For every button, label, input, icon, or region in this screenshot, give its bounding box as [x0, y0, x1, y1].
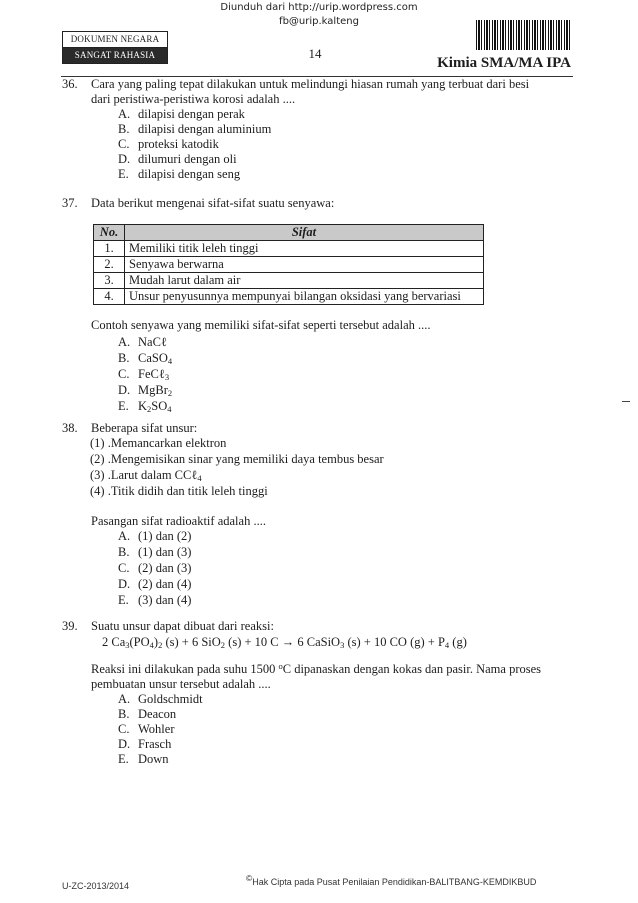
q37-option-formula [138, 367, 169, 383]
margin-mark [622, 401, 630, 402]
q37-option-letter: C. [118, 367, 130, 381]
formula-part: FeC [138, 367, 159, 381]
q36-number: 36. [62, 77, 78, 91]
q38-number: 38. [62, 421, 78, 435]
q39-option-text: Down [138, 752, 169, 766]
q37-option-letter: E. [118, 399, 129, 413]
q39-option-letter: D. [118, 737, 131, 751]
q37-option-letter: B. [118, 351, 130, 365]
q37-option-formula [138, 399, 172, 415]
reaction-part: (PO [129, 635, 150, 649]
q39-option-letter: C. [118, 722, 130, 736]
q39-option-letter: E. [118, 752, 129, 766]
reaction-part: (s) + 10 C → 6 CaSiO [225, 635, 341, 649]
reaction-part: (g) [449, 635, 467, 649]
formula-subscript: 2 [147, 404, 152, 414]
table-cell-sifat: Memiliki titik leleh tinggi [125, 241, 484, 257]
q36-option-text: dilumuri dengan oli [138, 152, 237, 166]
reaction-part: (s) + 6 SiO [162, 635, 221, 649]
q38-item-script-l: ℓ [191, 468, 198, 482]
formula-part: SO [151, 399, 168, 413]
formula-part: MgBr [138, 383, 168, 397]
formula-subscript: 3 [125, 640, 130, 650]
formula-subscript: 2 [220, 640, 226, 650]
q39-option-text: Wohler [138, 722, 175, 736]
q36-option-text: proteksi katodik [138, 137, 219, 151]
q38-option-text: (2) dan (3) [138, 561, 192, 575]
footer-copyright-text: Hak Cipta pada Pusat Penilaian Pendidikan-BALITBANG-KEMDIKBUD [252, 877, 537, 887]
q37-option-formula [138, 351, 172, 367]
table-row [94, 257, 484, 273]
q39-number: 39. [62, 619, 78, 633]
formula-subscript: 2 [167, 388, 173, 398]
table-cell-sifat: Senyawa berwarna [125, 257, 484, 273]
formula-part: ℓ [158, 367, 165, 381]
q38-option-text: (3) dan (4) [138, 593, 192, 607]
q38-option-letter: D. [118, 577, 131, 591]
q38-item: (4) .Titik didih dan titik leleh tinggi [90, 484, 268, 498]
formula-subscript: 4 [167, 404, 172, 414]
formula-part: NaC [138, 335, 161, 349]
table-cell-sifat: Mudah larut dalam air [125, 273, 484, 289]
q36-option-text: dilapisi dengan seng [138, 167, 241, 181]
q38-question: Pasangan sifat radioaktif adalah .... [91, 514, 266, 528]
q37-option-formula [138, 335, 167, 351]
table-cell-no: 2. [94, 257, 125, 273]
footer-copyright [246, 873, 537, 887]
stamp-dokumen-negara: DOKUMEN NEGARA [62, 31, 168, 48]
q37-stem: Data berikut mengenai sifat-sifat suatu senyawa: [91, 196, 335, 210]
q36-option-letter: E. [118, 167, 129, 181]
table-cell-no: 4. [94, 289, 125, 305]
q38-option-letter: C. [118, 561, 130, 575]
table-header-no: No. [94, 225, 125, 241]
q36-option-letter: A. [118, 107, 131, 121]
page-number: 14 [308, 46, 322, 61]
table-row [94, 289, 484, 305]
q36-option-text: dilapisi dengan perak [138, 107, 245, 121]
q39-option-letter: A. [118, 692, 131, 706]
barcode-icon [476, 20, 572, 50]
q39-line1-b: C dipanaskan dengan kokas dan pasir. Nama proses [282, 662, 542, 676]
q36-option-letter: D. [118, 152, 131, 166]
degree-superscript: o [278, 661, 283, 671]
reaction-part: ) [153, 635, 159, 649]
q39-line1-a: Reaksi ini dilakukan pada suhu 1500 [91, 662, 279, 676]
q37-number: 37. [62, 196, 78, 210]
q38-item [90, 468, 202, 484]
q38-item: (2) .Mengemisikan sinar yang memiliki daya tembus besar [90, 452, 384, 466]
formula-subscript: 2 [158, 640, 163, 650]
formula-subscript: 4 [444, 640, 450, 650]
q38-option-text: (1) dan (3) [138, 545, 192, 559]
q37-question: Contoh senyawa yang memiliki sifat-sifat seperti tersebut adalah .... [91, 318, 431, 332]
source-facebook: fb@urip.kalteng [279, 16, 359, 27]
q37-option-letter: D. [118, 383, 131, 397]
formula-subscript: 4 [149, 640, 154, 650]
q38-stem: Beberapa sifat unsur: [91, 421, 198, 435]
sifat-table [93, 224, 484, 305]
q37-option-formula [138, 383, 172, 399]
copyright-mark: © [246, 873, 253, 883]
q39-reaction-equation [102, 635, 467, 651]
table-row [94, 273, 484, 289]
q39-option-text: Goldschmidt [138, 692, 203, 706]
q39-line1 [91, 662, 541, 678]
subject-title: Kimia SMA/MA IPA [437, 55, 571, 71]
q38-option-letter: B. [118, 545, 130, 559]
reaction-part: 2 Ca [102, 635, 126, 649]
table-cell-no: 3. [94, 273, 125, 289]
q39-option-letter: B. [118, 707, 130, 721]
formula-part: CaSO [138, 351, 168, 365]
source-url: Diunduh dari http://urip.wordpress.com [220, 2, 418, 13]
footer-code: U-ZC-2013/2014 [62, 881, 130, 891]
q39-stem: Suatu unsur dapat dibuat dari reaksi: [91, 619, 274, 633]
q36-stem-line2: dari peristiwa-peristiwa korosi adalah .... [91, 92, 296, 106]
formula-subscript: 4 [167, 356, 173, 366]
table-header-sifat: Sifat [125, 225, 484, 241]
q36-stem-line1: Cara yang paling tepat dilakukan untuk melindungi hiasan rumah yang terbuat dari besi [91, 77, 530, 91]
q36-option-letter: B. [118, 122, 130, 136]
q37-option-letter: A. [118, 335, 131, 349]
q39-line2: pembuatan unsur tersebut adalah .... [91, 677, 271, 691]
formula-subscript: 3 [340, 640, 345, 650]
q39-option-text: Frasch [138, 737, 172, 751]
formula-part: K [138, 399, 148, 413]
q39-option-text: Deacon [138, 707, 177, 721]
table-row [94, 241, 484, 257]
q38-option-text: (1) dan (2) [138, 529, 192, 543]
q38-option-letter: A. [118, 529, 131, 543]
q38-item-text: (3) .Larut dalam CC [90, 468, 192, 482]
formula-part: ℓ [160, 335, 167, 349]
q36-option-text: dilapisi dengan aluminium [138, 122, 272, 136]
q38-option-text: (2) dan (4) [138, 577, 192, 591]
reaction-part: (s) + 10 CO (g) + P [344, 635, 445, 649]
formula-subscript: 3 [164, 372, 170, 382]
formula-subscript: 4 [197, 473, 202, 483]
table-cell-no: 1. [94, 241, 125, 257]
q38-option-letter: E. [118, 593, 129, 607]
table-cell-sifat: Unsur penyusunnya mempunyai bilangan oksidasi yang bervariasi [125, 289, 484, 305]
table-header-row [94, 225, 484, 241]
q36-option-letter: C. [118, 137, 130, 151]
q38-item: (1) .Memancarkan elektron [90, 436, 227, 450]
stamp-sangat-rahasia: SANGAT RAHASIA [62, 47, 168, 64]
